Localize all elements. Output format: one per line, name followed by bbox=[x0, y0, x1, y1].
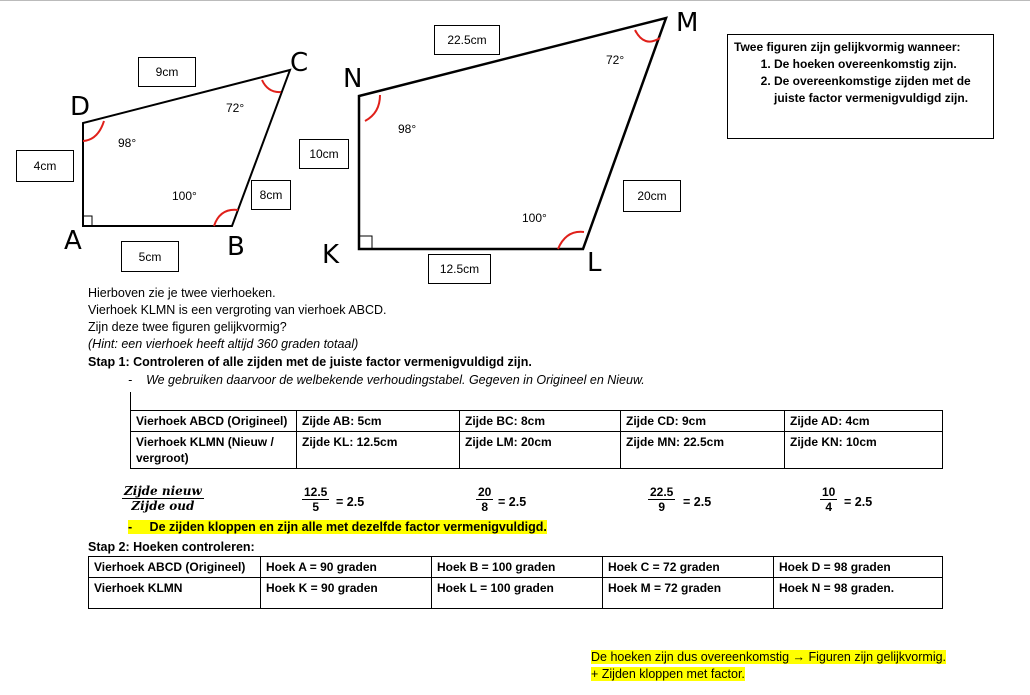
table-cell: Zijde BC: 8cm bbox=[460, 411, 621, 432]
table-cell: Zijde AB: 5cm bbox=[297, 411, 460, 432]
vertex-c: C bbox=[290, 48, 309, 78]
angle-label-n: 98° bbox=[398, 122, 417, 136]
note-item-1: 1. De hoeken overeenkomstig zijn. bbox=[774, 56, 987, 73]
step1-bullet: - We gebruiken daarvoor de welbekende verhoudingstabel. Gegeven in Origineel en Nieuw. bbox=[128, 373, 645, 387]
table-cell: Vierhoek ABCD (Origineel) bbox=[89, 557, 261, 578]
side-label-ab: 5cm bbox=[121, 241, 179, 272]
ratio-denominator: 9 bbox=[658, 500, 666, 514]
final-line-2: + Zijden kloppen met factor. bbox=[591, 667, 745, 681]
vertex-a: A bbox=[64, 226, 82, 256]
table-row bbox=[89, 557, 943, 578]
table-cell: Zijde AD: 4cm bbox=[785, 411, 943, 432]
intro-line-2: Vierhoek KLMN is een vergroting van vierhoek ABCD. bbox=[88, 303, 387, 317]
table-cell: Vierhoek ABCD (Origineel) bbox=[131, 411, 297, 432]
ratio-denominator: 5 bbox=[312, 500, 320, 514]
note-list bbox=[734, 56, 987, 107]
angle-label-m: 72° bbox=[606, 53, 625, 67]
cursor-line bbox=[130, 392, 131, 410]
table-cell: Zijde KL: 12.5cm bbox=[297, 432, 460, 469]
step2-title: Stap 2: Hoeken controleren: bbox=[88, 540, 255, 554]
ratio-ab bbox=[302, 485, 329, 514]
ratio-label-denominator: Zijde oud bbox=[131, 499, 195, 513]
intro-line-3: Zijn deze twee figuren gelijkvormig? bbox=[88, 320, 287, 334]
table-row bbox=[89, 578, 943, 609]
step1-conclusion bbox=[128, 520, 547, 534]
table-row bbox=[131, 432, 943, 469]
ratio-ad bbox=[820, 485, 837, 514]
similarity-rules-note bbox=[727, 34, 994, 139]
right-angle-k bbox=[359, 236, 372, 249]
note-item-2: 2. De overeenkomstige zijden met de juiste factor vermenigvuldigd zijn. bbox=[774, 73, 987, 107]
note-title: Twee figuren zijn gelijkvormig wanneer: bbox=[734, 40, 961, 54]
vertex-n: N bbox=[343, 64, 363, 94]
ratio-result: = 2.5 bbox=[498, 495, 527, 509]
side-label-kn: 10cm bbox=[299, 139, 349, 169]
side-label-kl: 12.5cm bbox=[428, 254, 491, 284]
ratio-result: = 2.5 bbox=[336, 495, 365, 509]
side-label-cd: 9cm bbox=[138, 57, 196, 87]
angle-arc-d bbox=[83, 121, 104, 141]
table-cell: Hoek C = 72 graden bbox=[603, 557, 774, 578]
ratio-label bbox=[122, 484, 204, 513]
step1-title: Stap 1: Controleren of alle zijden met de juiste factor vermenigvuldigd zijn. bbox=[88, 355, 532, 369]
final-line-1: De hoeken zijn dus overeenkomstig → Figuren zijn gelijkvormig. bbox=[591, 650, 947, 664]
conclusion-text: De zijden kloppen en zijn alle met dezelfde factor vermenigvuldigd. bbox=[149, 520, 547, 534]
table-cell: Zijde LM: 20cm bbox=[460, 432, 621, 469]
angles-table bbox=[88, 556, 943, 609]
side-label-ad: 4cm bbox=[16, 150, 74, 182]
vertex-l: L bbox=[587, 248, 602, 278]
vertex-b: B bbox=[227, 232, 245, 262]
angle-label-d: 98° bbox=[118, 136, 137, 150]
ratio-numerator: 12.5 bbox=[304, 485, 328, 499]
angle-label-b: 100° bbox=[172, 189, 197, 203]
angle-arc-c bbox=[262, 80, 281, 92]
table-cell: Hoek K = 90 graden bbox=[261, 578, 432, 609]
right-angle-a bbox=[83, 216, 92, 226]
table-cell: Hoek D = 98 graden bbox=[774, 557, 943, 578]
ratio-label-numerator: Zijde nieuw bbox=[124, 484, 202, 498]
table-row bbox=[131, 411, 943, 432]
step1-bullet-text: We gebruiken daarvoor de welbekende verhoudingstabel. Gegeven in Origineel en Nieuw. bbox=[146, 373, 645, 387]
sides-table bbox=[130, 410, 943, 469]
side-label-mn: 22.5cm bbox=[434, 25, 500, 55]
table-cell: Zijde KN: 10cm bbox=[785, 432, 943, 469]
intro-hint: (Hint: een vierhoek heeft altijd 360 graden totaal) bbox=[88, 337, 359, 351]
angle-arc-l bbox=[558, 232, 584, 249]
vertex-k: K bbox=[322, 240, 340, 270]
table-cell: Hoek N = 98 graden. bbox=[774, 578, 943, 609]
ratio-numerator: 10 bbox=[822, 485, 836, 499]
vertex-d: D bbox=[70, 92, 91, 122]
table-cell: Hoek B = 100 graden bbox=[432, 557, 603, 578]
side-label-lm: 20cm bbox=[623, 180, 681, 212]
ratio-result: = 2.5 bbox=[844, 495, 873, 509]
ratio-cd bbox=[648, 485, 675, 514]
table-cell: Zijde MN: 22.5cm bbox=[621, 432, 785, 469]
ratio-bc bbox=[476, 485, 493, 514]
intro-line-1: Hierboven zie je twee vierhoeken. bbox=[88, 286, 276, 300]
table-cell: Hoek A = 90 graden bbox=[261, 557, 432, 578]
ratio-numerator: 20 bbox=[478, 485, 492, 499]
ratio-result: = 2.5 bbox=[683, 495, 712, 509]
table-cell: Vierhoek KLMN bbox=[89, 578, 261, 609]
ratio-denominator: 8 bbox=[481, 500, 489, 514]
table-cell: Hoek M = 72 graden bbox=[603, 578, 774, 609]
angle-arc-n bbox=[365, 95, 380, 121]
table-cell: Hoek L = 100 graden bbox=[432, 578, 603, 609]
ratio-numerator: 22.5 bbox=[650, 485, 674, 499]
angle-label-l: 100° bbox=[522, 211, 547, 225]
vertex-m: M bbox=[676, 8, 699, 38]
conclusion-dash: - bbox=[128, 520, 133, 534]
side-label-bc: 8cm bbox=[251, 180, 291, 210]
angle-label-c: 72° bbox=[226, 101, 245, 115]
table-cell: Vierhoek KLMN (Nieuw / vergroot) bbox=[131, 432, 297, 469]
ratio-denominator: 4 bbox=[825, 500, 833, 514]
angle-arc-m bbox=[635, 30, 660, 42]
table-cell: Zijde CD: 9cm bbox=[621, 411, 785, 432]
